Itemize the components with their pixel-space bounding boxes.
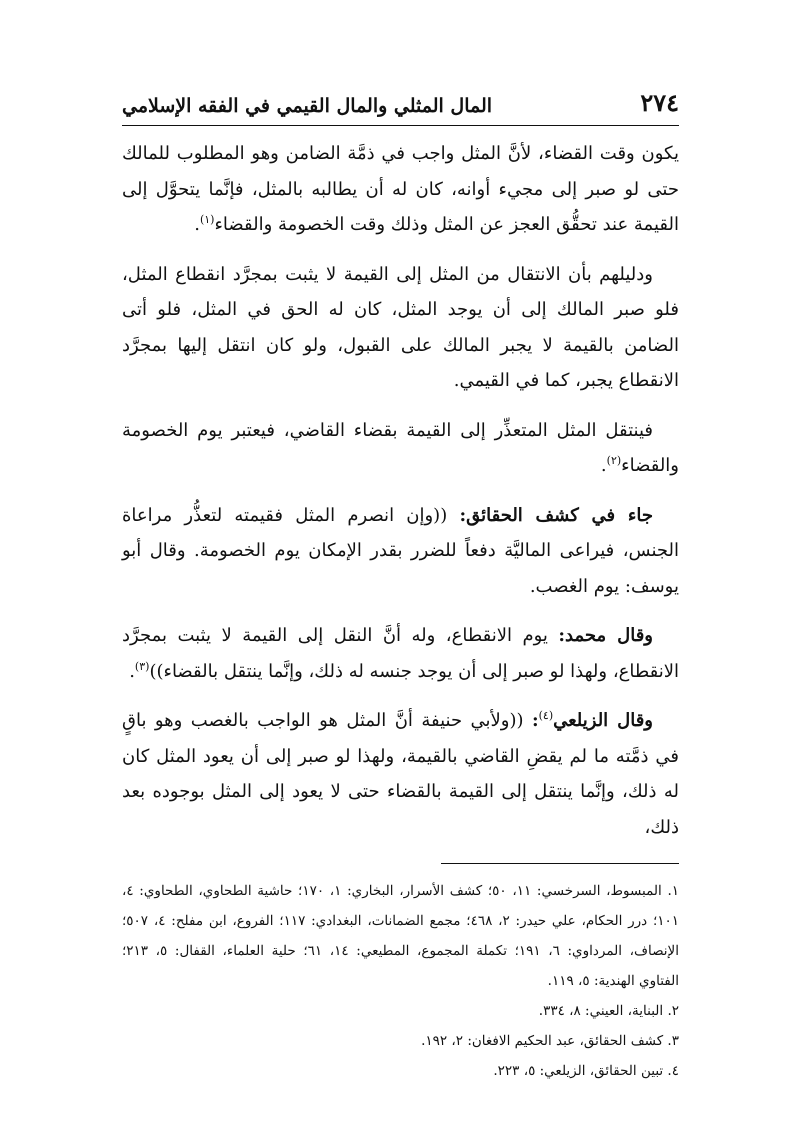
quote-source-label: وقال الزيلعي [553, 710, 653, 731]
footnote-2: ٢. البناية، العيني: ٨، ٣٣٤. [538, 1003, 679, 1019]
paragraph-1: يكون وقت القضاء، لأنَّ المثل واجب في ذمَّة الضامن وهو المطلوب للمالك حتى لو صبر إلى مجيء أوانه، كان له أن يطالبه بالمثل، فإنَّما يتحوَّل إلى القيمة عند تحقُّق العجز عن المثل وذلك وقت الخصومة والقضاء$^{(١)}$. [122, 143, 679, 235]
header-divider [122, 125, 679, 126]
footnote-ref-4[interactable]: (٤) [538, 709, 554, 722]
footnote-ref-2[interactable]: (٢) [606, 454, 622, 467]
footnote-3: ٣. كشف الحقائق، عبد الحكيم الافغان: ٢، ١٩٢. [421, 1033, 679, 1049]
footnotes [122, 876, 679, 1086]
paragraph-6-zaylai: وقال الزيلعي$^{(٤)}$: ((ولأبي حنيفة أنَّ المثل هو الواجب بالغصب وهو باقٍ في ذمَّته ما لم يقضِ القاضي بالقيمة، ولهذا لو صبر إلى أن يعود المثل كان له ذلك، وإنَّما ينتقل إلى القيمة بالقضاء حتى لا يعود إلى المثل بوجوده بعد ذلك، [122, 709, 679, 838]
quote-source-label: وقال محمد: [558, 625, 653, 646]
paragraph-2: ودليلهم بأن الانتقال من المثل إلى القيمة لا يثبت بمجرَّد انقطاع المثل، فلو صبر المالك إلى أن يوجد المثل، كان له الحق في المثل، فلو أتى الضامن بالقيمة لا يجبر المالك على القبول، ولو كان انتقل إليها بمجرَّد الانقطاع يجبر، كما في القيمي. [122, 263, 679, 391]
quote-source-label: جاء في كشف الحقائق: [459, 504, 653, 526]
paragraph-5-muhammad: وقال محمد: يوم الانقطاع، وله أنَّ النقل إلى القيمة لا يثبت بمجرَّد الانقطاع، ولهذا لو صبر إلى أن يوجد جنسه له ذلك، وإنَّما ينتقل بالقضاء))$^{(٣)}$. [122, 625, 679, 682]
main-text [122, 136, 679, 845]
footnote-divider [441, 863, 679, 864]
footnote-ref-3[interactable]: (٣) [134, 659, 150, 673]
paragraph-3: فينتقل المثل المتعذِّر إلى القيمة بقضاء القاضي، فيعتبر يوم الخصومة والقضاء$^{(٢)}$. [122, 419, 679, 476]
footnote-ref-1[interactable]: (١) [199, 213, 215, 226]
paragraph-4-kashf-al-haqaiq: جاء في كشف الحقائق: ((وإن انصرم المثل فقيمته لتعذُّر مراعاة الجنس، فيراعى الماليَّة دفعاً للضرر بقدر الإمكان يوم الخصومة. وقال أبو يوسف: يوم الغصب. [122, 504, 679, 597]
footnote-4: ٤. تبين الحقائق، الزيلعي: ٥، ٢٢٣. [493, 1063, 679, 1079]
footnote-1: ١. المبسوط، السرخسي: ١١، ٥٠؛ كشف الأسرار، البخاري: ١، ١٧٠؛ حاشية الطحاوي، الطحاوي: ٤، ١٠١؛ درر الحكام، علي حيدر: ٢، ٤٦٨؛ مجمع الضمانات، البغدادي: ١١٧؛ الفروع، ابن مفلح: ٤، ٥٠٧؛ الإنصاف، المرداوي: ٦، ١٩١؛ تكملة المجموع، المطيعي: ١٤، ٦١؛ حلية العلماء، القفال: ٥، ٢١٣؛ الفتاوي الهندية: ٥، ١١٩. [122, 883, 680, 989]
running-title: المال المثلي والمال القيمي في الفقه الإسلامي [122, 95, 493, 117]
page-header [122, 88, 679, 125]
page-number: ٢٧٤ [640, 88, 679, 117]
